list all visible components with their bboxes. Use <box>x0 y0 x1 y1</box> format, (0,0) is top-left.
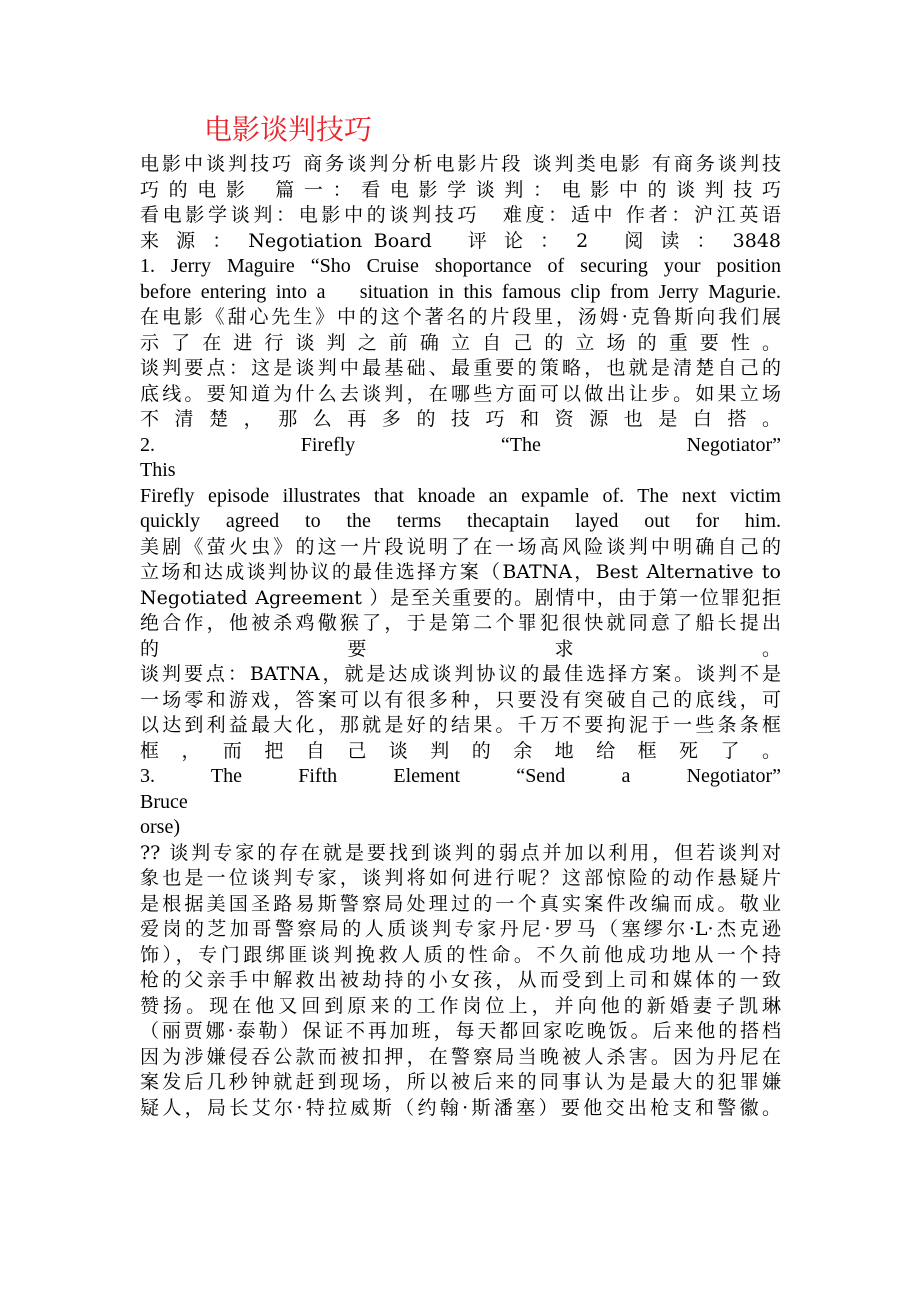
text-line: 爱岗的芝加哥警察局的人质谈判专家丹尼·罗马（塞缪尔·L·杰克逊 <box>140 918 781 940</box>
text-line: Negotiated Agreement ）是至关重要的。剧情中，由于第一位罪犯拒 <box>140 586 781 609</box>
text-line: This <box>140 459 176 481</box>
text-line: 来 源 ： Negotiation Board 评 论 ： 2 阅 读 ： 3848 <box>140 229 781 252</box>
text-line: 谈判要点：这是谈判中最基础、最重要的策略，也就是清楚自己的 <box>140 357 781 379</box>
text-line: 框 ， 而 把 自 己 谈 判 的 余 地 给 框 死 了 。 <box>140 739 781 762</box>
text-line: 饰），专门跟绑匪谈判挽救人质的性命。不久前他成功地从一个持 <box>140 943 781 966</box>
text-line: 枪的父亲手中解救出被劫持的小女孩，从而受到上司和媒体的一致 <box>140 969 781 991</box>
text-line: 电影中谈判技巧 商务谈判分析电影片段 谈判类电影 有商务谈判技 <box>140 153 781 175</box>
document-title: 电影谈判技巧 <box>204 113 373 146</box>
text-line: 立场和达成谈判协议的最佳选择方案（BATNA，Best Alternative to <box>140 561 781 583</box>
text-line: 是根据美国圣路易斯警察局处理过的一个真实案件改编而成。敬业 <box>140 892 781 915</box>
text-line: 绝合作，他被杀鸡儆猴了，于是第二个罪犯很快就同意了船长提出 <box>140 612 781 634</box>
text-line: 巧 的 电 影 篇 一 ： 看 电 影 学 谈 判 ： 电 影 中 的 谈 判 技 巧 <box>140 178 781 201</box>
text-line: 赞扬。现在他又回到原来的工作岗位上，并向他的新婚妻子凯琳 <box>140 994 781 1017</box>
text-line: 的 要 求 。 <box>140 637 781 660</box>
text-line: 疑人，局长艾尔·特拉威斯（约翰·斯潘塞）要他交出枪支和警徽。 <box>140 1096 781 1119</box>
text-line: 谈判要点：BATNA，就是达成谈判协议的最佳选择方案。谈判不是 <box>140 663 781 685</box>
text-line: 1. Jerry Maguire “Sho Cruise shoportance of securing your position <box>140 255 781 277</box>
text-line: 在电影《甜心先生》中的这个著名的片段里，汤姆·克鲁斯向我们展 <box>140 306 781 328</box>
text-line: orse) <box>140 816 180 838</box>
text-line: 一场零和游戏，答案可以有很多种，只要没有突破自己的底线，可 <box>140 688 781 711</box>
text-line: （丽贾娜·泰勒）保证不再加班，每天都回家吃晚饭。后来他的搭档 <box>140 1020 781 1042</box>
text-line: 象也是一位谈判专家，谈判将如何进行呢？这部惊险的动作悬疑片 <box>140 867 781 889</box>
text-line: 不 清 楚 ， 那 么 再 多 的 技 巧 和 资 源 也 是 白 搭 。 <box>140 408 781 430</box>
text-line: 因为涉嫌侵吞公款而被扣押，在警察局当晚被人杀害。因为丹尼在 <box>140 1045 781 1068</box>
text-line: 2. Firefly “The Negotiator” <box>140 433 781 456</box>
text-line: 案发后几秒钟就赶到现场，所以被后来的同事认为是最大的犯罪嫌 <box>140 1071 781 1093</box>
text-line: quickly agreed to the terms thecaptain layed out for him. <box>140 510 781 532</box>
text-line: 底线。要知道为什么去谈判，在哪些方面可以做出让步。如果立场 <box>140 382 781 405</box>
text-line: Firefly episode illustrates that knoade an expamle of. The next victim <box>140 484 781 507</box>
text-line: 示 了 在 进 行 谈 判 之 前 确 立 自 己 的 立 场 的 重 要 性 。 <box>140 331 781 354</box>
text-line: 美剧《萤火虫》的这一片段说明了在一场高风险谈判中明确自己的 <box>140 535 781 558</box>
text-line: Bruce <box>140 790 188 813</box>
text-line: 看电影学谈判：电影中的谈判技巧 难度：适中 作者：沪江英语 <box>140 204 781 226</box>
document-body <box>140 152 781 1121</box>
text-line: 以达到利益最大化，那就是好的结果。千万不要拘泥于一些条条框 <box>140 714 781 736</box>
text-line: 3. The Fifth Element “Send a Negotiator” <box>140 765 781 787</box>
text-line: before entering into a situation in this famous clip from Jerry Magurie. <box>140 280 781 303</box>
text-line: ?? 谈判专家的存在就是要找到谈判的弱点并加以利用，但若谈判对 <box>140 841 781 864</box>
